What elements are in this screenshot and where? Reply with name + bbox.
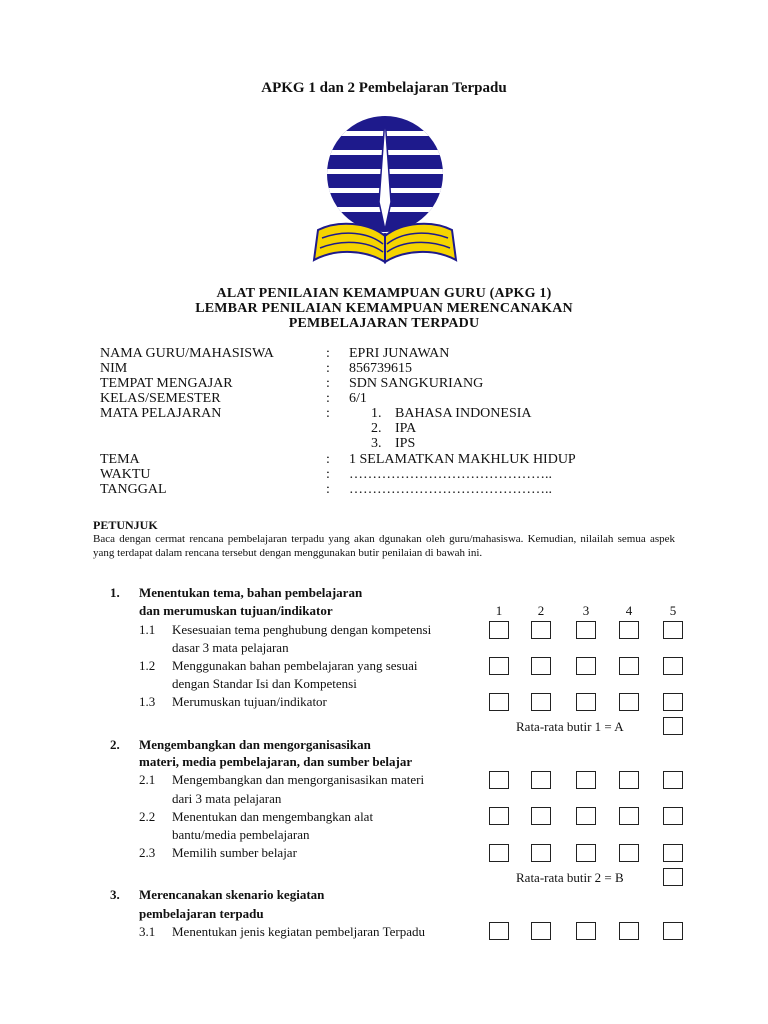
item-text: Kesesuaian tema penghubung dengan kompetensi bbox=[172, 622, 432, 637]
kelas-label: KELAS/SEMESTER bbox=[100, 391, 221, 406]
item-text: dari 3 mata pelajaran bbox=[172, 791, 282, 806]
score-checkbox[interactable] bbox=[619, 657, 639, 675]
score-checkbox[interactable] bbox=[576, 844, 596, 862]
subject-number: 1. bbox=[371, 406, 382, 421]
item-text: Menentukan jenis kegiatan pembeljaran Terpadu bbox=[172, 924, 425, 939]
petunjuk-text: Baca dengan cermat rencana pembelajaran terpadu yang akan dgunakan oleh guru/mahasiswa. Kemudian, nilailah semua aspek yang terdapat dalam rencana tersebut dengan menggunakan butir penilaian di bawah ini. bbox=[93, 533, 675, 559]
nim-value: 856739615 bbox=[349, 361, 412, 376]
scale-number: 3 bbox=[582, 603, 590, 618]
subject-name: IPS bbox=[395, 436, 416, 451]
colon: : bbox=[326, 467, 330, 482]
subject-number: 2. bbox=[371, 421, 382, 436]
score-checkbox[interactable] bbox=[663, 807, 683, 825]
score-checkbox[interactable] bbox=[531, 621, 551, 639]
item-number: 1.1 bbox=[139, 622, 156, 637]
score-checkbox[interactable] bbox=[489, 657, 509, 675]
score-checkbox[interactable] bbox=[619, 807, 639, 825]
section-number: 3. bbox=[110, 887, 120, 902]
item-text: bantu/media pembelajaran bbox=[172, 827, 310, 842]
score-checkbox[interactable] bbox=[489, 844, 509, 862]
score-checkbox[interactable] bbox=[531, 922, 551, 940]
subject-name: IPA bbox=[395, 421, 417, 436]
item-text: dasar 3 mata pelajaran bbox=[172, 640, 289, 655]
score-checkbox[interactable] bbox=[576, 771, 596, 789]
university-logo bbox=[310, 112, 460, 272]
tanggal-label: TANGGAL bbox=[100, 482, 167, 497]
average-box[interactable] bbox=[663, 717, 683, 735]
heading-line-2: LEMBAR PENILAIAN KEMAMPUAN MERENCANAKAN bbox=[195, 301, 573, 316]
tanggal-value: …………………………………….. bbox=[349, 482, 552, 497]
score-checkbox[interactable] bbox=[531, 807, 551, 825]
score-checkbox[interactable] bbox=[489, 922, 509, 940]
score-checkbox[interactable] bbox=[531, 657, 551, 675]
average-label: Rata-rata butir 2 = B bbox=[516, 870, 624, 885]
score-checkbox[interactable] bbox=[489, 771, 509, 789]
score-checkbox[interactable] bbox=[619, 844, 639, 862]
kelas-value: 6/1 bbox=[349, 391, 367, 406]
scale-number: 4 bbox=[625, 603, 633, 618]
score-checkbox[interactable] bbox=[619, 693, 639, 711]
mapel-label: MATA PELAJARAN bbox=[100, 406, 222, 421]
colon: : bbox=[326, 361, 330, 376]
section-title: dan merumuskan tujuan/indikator bbox=[139, 603, 333, 618]
petunjuk-title: PETUNJUK bbox=[93, 518, 158, 532]
item-number: 2.2 bbox=[139, 809, 156, 824]
score-checkbox[interactable] bbox=[663, 693, 683, 711]
score-checkbox[interactable] bbox=[576, 693, 596, 711]
colon: : bbox=[326, 406, 330, 421]
tema-value: 1 SELAMATKAN MAKHLUK HIDUP bbox=[349, 452, 576, 467]
university-open-book-logo-icon bbox=[310, 112, 460, 272]
item-text: Menggunakan bahan pembelajaran yang sesuai bbox=[172, 658, 418, 673]
colon: : bbox=[326, 452, 330, 467]
item-number: 3.1 bbox=[139, 924, 156, 939]
colon: : bbox=[326, 346, 330, 361]
heading-line-3: PEMBELAJARAN TERPADU bbox=[288, 316, 480, 331]
score-checkbox[interactable] bbox=[663, 621, 683, 639]
score-checkbox[interactable] bbox=[576, 807, 596, 825]
score-checkbox[interactable] bbox=[663, 844, 683, 862]
item-text: Memilih sumber belajar bbox=[172, 845, 297, 860]
tempat-label: TEMPAT MENGAJAR bbox=[100, 376, 233, 391]
score-checkbox[interactable] bbox=[663, 771, 683, 789]
score-checkbox[interactable] bbox=[531, 693, 551, 711]
scale-number: 2 bbox=[537, 603, 545, 618]
section-number: 1. bbox=[110, 585, 120, 600]
score-checkbox[interactable] bbox=[663, 657, 683, 675]
colon: : bbox=[326, 376, 330, 391]
section-title: Mengembangkan dan mengorganisasikan bbox=[139, 737, 371, 752]
section-title: pembelajaran terpadu bbox=[139, 906, 264, 921]
nama-label: NAMA GURU/MAHASISWA bbox=[100, 346, 274, 361]
average-label: Rata-rata butir 1 = A bbox=[516, 719, 624, 734]
score-checkbox[interactable] bbox=[619, 922, 639, 940]
colon: : bbox=[326, 391, 330, 406]
score-checkbox[interactable] bbox=[576, 657, 596, 675]
score-checkbox[interactable] bbox=[489, 807, 509, 825]
item-text: dengan Standar Isi dan Kompetensi bbox=[172, 676, 357, 691]
tema-label: TEMA bbox=[100, 452, 140, 467]
scale-number: 5 bbox=[669, 603, 677, 618]
score-checkbox[interactable] bbox=[576, 621, 596, 639]
score-checkbox[interactable] bbox=[576, 922, 596, 940]
score-checkbox[interactable] bbox=[619, 621, 639, 639]
item-number: 2.3 bbox=[139, 845, 156, 860]
section-number: 2. bbox=[110, 737, 120, 752]
item-number: 1.3 bbox=[139, 694, 156, 709]
tempat-value: SDN SANGKURIANG bbox=[349, 376, 484, 391]
document-title: APKG 1 dan 2 Pembelajaran Terpadu bbox=[261, 80, 507, 96]
item-number: 1.2 bbox=[139, 658, 156, 673]
waktu-label: WAKTU bbox=[100, 467, 151, 482]
subject-number: 3. bbox=[371, 436, 382, 451]
scale-number: 1 bbox=[495, 603, 503, 618]
score-checkbox[interactable] bbox=[619, 771, 639, 789]
section-title: materi, media pembelajaran, dan sumber belajar bbox=[139, 754, 413, 769]
score-checkbox[interactable] bbox=[663, 922, 683, 940]
item-number: 2.1 bbox=[139, 772, 156, 787]
colon: : bbox=[326, 482, 330, 497]
item-text: Menentukan dan mengembangkan alat bbox=[172, 809, 374, 824]
heading-line-1: ALAT PENILAIAN KEMAMPUAN GURU (APKG 1) bbox=[216, 286, 552, 301]
average-box[interactable] bbox=[663, 868, 683, 886]
section-title: Menentukan tema, bahan pembelajaran bbox=[139, 585, 363, 600]
score-checkbox[interactable] bbox=[489, 693, 509, 711]
nim-label: NIM bbox=[100, 361, 128, 376]
subject-name: BAHASA INDONESIA bbox=[395, 406, 532, 421]
score-checkbox[interactable] bbox=[531, 771, 551, 789]
score-checkbox[interactable] bbox=[489, 621, 509, 639]
item-text: Mengembangkan dan mengorganisasikan materi bbox=[172, 772, 425, 787]
item-text: Merumuskan tujuan/indikator bbox=[172, 694, 327, 709]
waktu-value: …………………………………….. bbox=[349, 467, 552, 482]
score-checkbox[interactable] bbox=[531, 844, 551, 862]
section-title: Merencanakan skenario kegiatan bbox=[139, 887, 325, 902]
nama-value: EPRI JUNAWAN bbox=[349, 346, 450, 361]
